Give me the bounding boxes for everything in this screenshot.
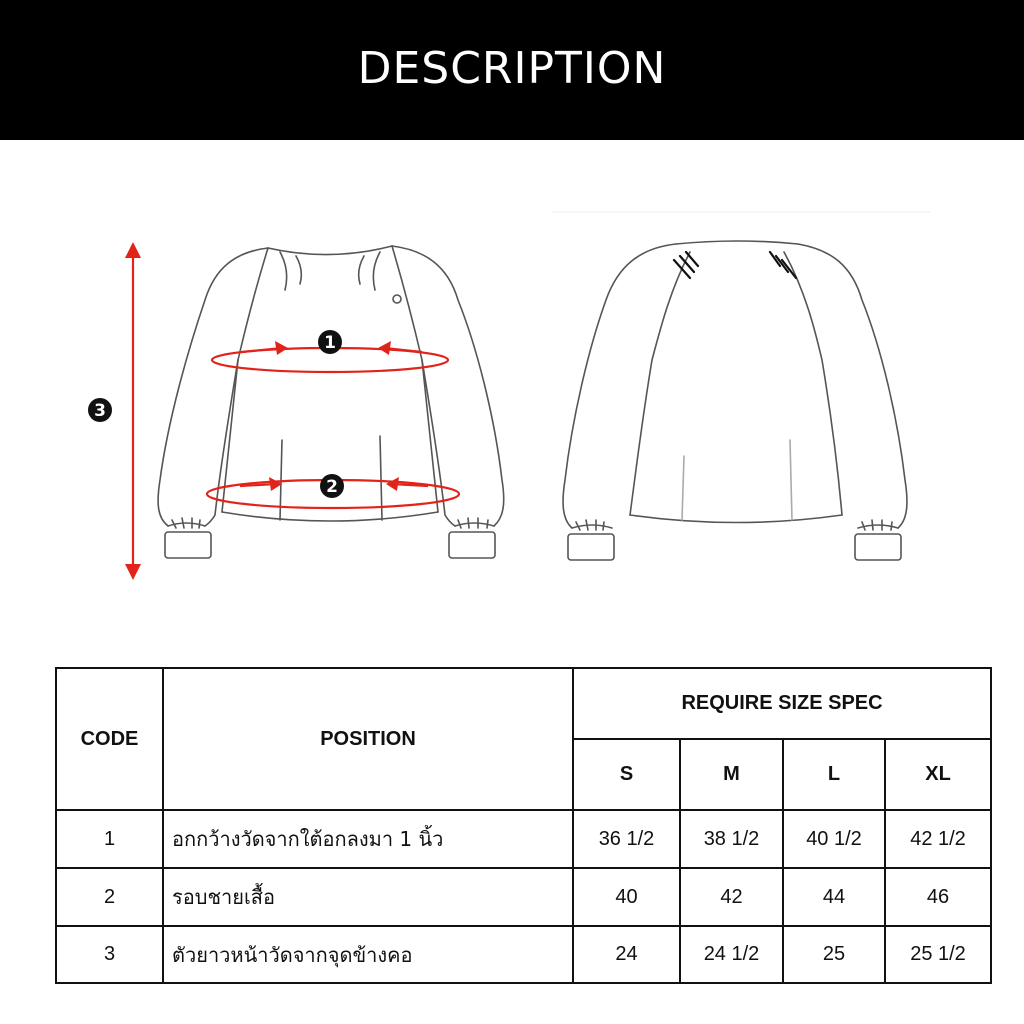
description-title: DESCRIPTION xyxy=(357,42,667,94)
table-header-row xyxy=(56,668,991,739)
row-value-m: 42 xyxy=(680,868,783,926)
require-size-spec-header: REQUIRE SIZE SPEC xyxy=(573,668,991,739)
measure-length-indicator xyxy=(88,242,141,580)
row-value-l: 25 xyxy=(783,926,885,983)
row-position: ตัวยาวหน้าวัดจากจุดข้างคอ xyxy=(163,926,573,983)
back-view-blouse xyxy=(552,212,930,560)
table-row xyxy=(56,810,991,868)
row-value-l: 40 1/2 xyxy=(783,810,885,868)
row-value-m: 38 1/2 xyxy=(680,810,783,868)
size-m-header: M xyxy=(680,739,783,810)
size-l-header: L xyxy=(783,739,885,810)
measure-chest-indicator xyxy=(212,330,448,372)
row-value-xl: 42 1/2 xyxy=(885,810,991,868)
garment-diagram xyxy=(0,140,1024,660)
description-header xyxy=(0,0,1024,140)
row-code: 2 xyxy=(56,868,163,926)
marker-1-label: 1 xyxy=(324,333,336,353)
row-code: 1 xyxy=(56,810,163,868)
row-position: อกกว้างวัดจากใต้อกลงมา 1 นิ้ว xyxy=(163,810,573,868)
size-xl-header: XL xyxy=(885,739,991,810)
position-column-header: POSITION xyxy=(163,668,573,810)
code-column-header: CODE xyxy=(56,668,163,810)
row-position: รอบชายเสื้อ xyxy=(163,868,573,926)
row-value-s: 40 xyxy=(573,868,680,926)
row-value-s: 24 xyxy=(573,926,680,983)
garment-illustrations xyxy=(0,140,1024,660)
marker-2-label: 2 xyxy=(326,477,338,497)
marker-3-label: 3 xyxy=(94,401,106,421)
row-value-s: 36 1/2 xyxy=(573,810,680,868)
row-value-l: 44 xyxy=(783,868,885,926)
row-value-xl: 46 xyxy=(885,868,991,926)
measure-hem-indicator xyxy=(207,474,459,508)
table-row xyxy=(56,868,991,926)
front-view-blouse xyxy=(158,246,504,558)
row-value-xl: 25 1/2 xyxy=(885,926,991,983)
row-code: 3 xyxy=(56,926,163,983)
size-s-header: S xyxy=(573,739,680,810)
row-value-m: 24 1/2 xyxy=(680,926,783,983)
size-spec-table xyxy=(55,667,992,984)
table-row xyxy=(56,926,991,983)
